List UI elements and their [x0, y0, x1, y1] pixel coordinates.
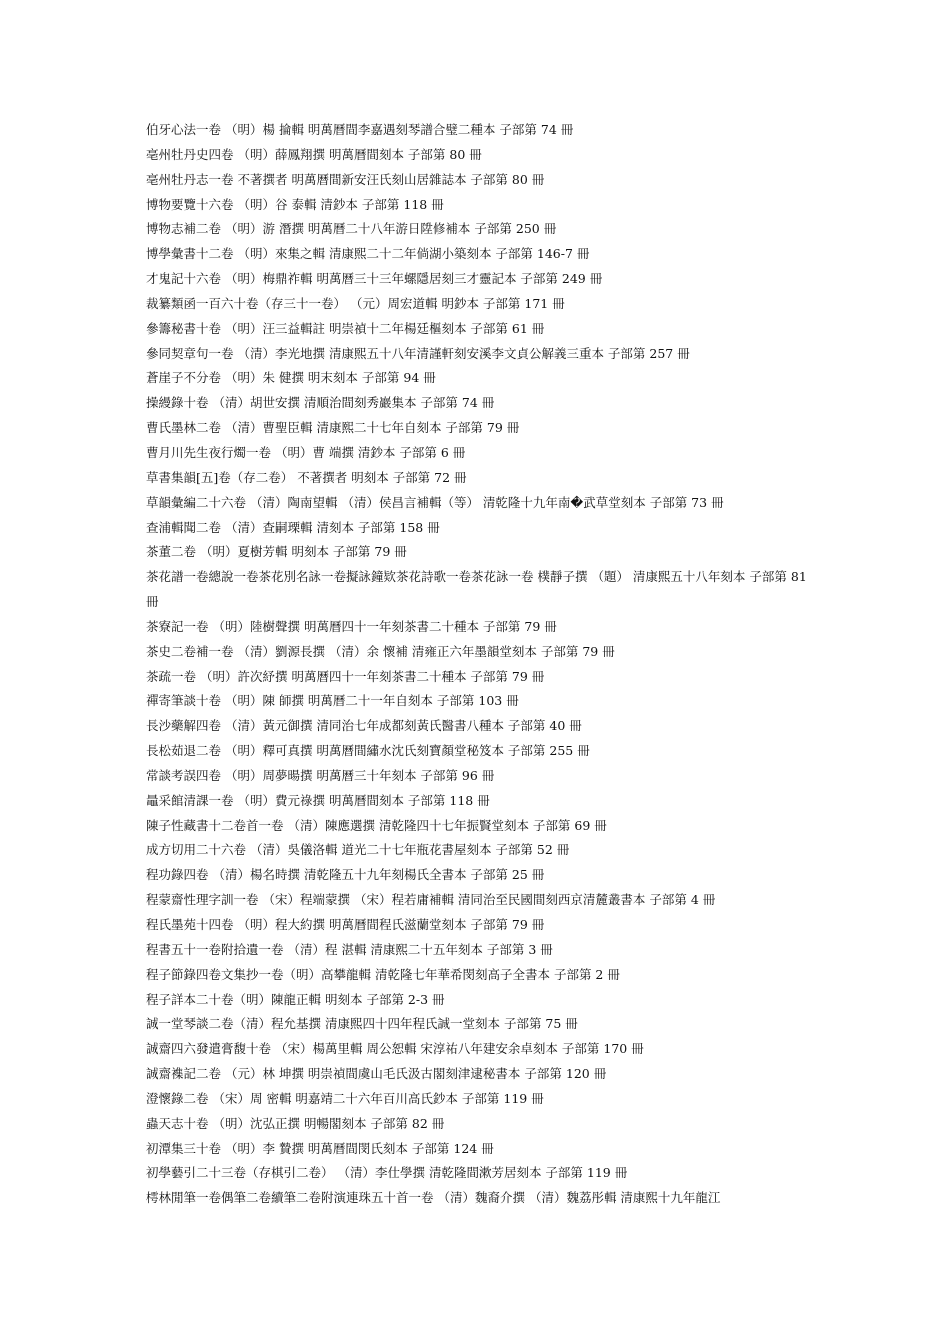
catalog-entry: 茶花譜一卷總說一卷茶花別名詠一卷擬詠鐘欵茶花詩歌一卷茶花詠一卷 樸靜子撰 （題） 清康熙五十八年刻本 子部第 81 冊 [146, 569, 807, 610]
catalog-entry: 誠齋四六發遣膏馥十卷 （宋）楊萬里輯 周公恕輯 宋淳祐八年建安余卓刻本 子部第 170 冊 [146, 1041, 644, 1057]
catalog-entry: 長沙藥解四卷 （清）黃元御撰 清同治七年成都刻黃氏醫書八種本 子部第 40 冊 [146, 718, 582, 734]
catalog-entry: 參同契章句一卷 （清）李光地撰 清康熙五十八年清謹軒刻安溪李文貞公解義三重本 子部第 257 冊 [146, 345, 690, 361]
catalog-entry: 才鬼記十六卷 （明）梅鼎祚輯 明萬曆三十三年螺隱居刻三才靈記本 子部第 249 冊 [146, 271, 603, 287]
catalog-entry-list [146, 118, 816, 1211]
catalog-entry: 誠一堂琴談二卷（清）程允基撰 清康熙四十四年程氏誠一堂刻本 子部第 75 冊 [146, 1016, 578, 1032]
catalog-entry: 茶董二卷 （明）夏樹芳輯 明刻本 子部第 79 冊 [146, 544, 407, 560]
catalog-entry: 程氏墨苑十四卷 （明）程大約撰 明萬曆間程氏滋蘭堂刻本 子部第 79 冊 [146, 917, 545, 932]
catalog-entry: 參籌秘書十卷 （明）汪三益輯註 明崇禎十二年楊廷樞刻本 子部第 61 冊 [146, 320, 545, 336]
catalog-entry: 樗林閒筆一卷偶筆二卷續筆二卷附演連珠五十首一卷 （清）魏裔介撰 （清）魏荔彤輯 清康熙十九年龍江 [146, 1190, 721, 1206]
catalog-entry: 常談考誤四卷 （明）周夢暘撰 明萬曆三十年刻本 子部第 96 冊 [146, 767, 495, 783]
catalog-entry: 博物志補二卷 （明）游 潛撰 明萬曆二十八年游日陞修補本 子部第 250 冊 [146, 221, 557, 237]
catalog-entry: 曹月川先生夜行燭一卷 （明）曹 端撰 清鈔本 子部第 6 冊 [146, 444, 466, 460]
catalog-entry: 程子詳本二十卷（明）陳龍正輯 明刻本 子部第 2-3 冊 [146, 991, 445, 1007]
catalog-entry: 草書集韻[五]卷（存二卷） 不著撰者 明刻本 子部第 72 冊 [146, 469, 467, 485]
catalog-entry: 茶疏一卷 （明）許次紓撰 明萬曆四十一年刻茶書二十種本 子部第 79 冊 [146, 668, 545, 684]
catalog-entry: 博物要覽十六卷 （明）谷 泰輯 清鈔本 子部第 118 冊 [146, 196, 444, 212]
catalog-entry: 澄懷錄二卷 （宋）周 密輯 明嘉靖二十六年百川高氏鈔本 子部第 119 冊 [146, 1090, 544, 1106]
catalog-entry: 程子節錄四卷文集抄一卷（明）高攀龍輯 清乾隆七年華希閔刻高子全書本 子部第 2 冊 [146, 966, 620, 982]
catalog-entry: 鼂采館清課一卷 （明）費元祿撰 明萬曆間刻本 子部第 118 冊 [146, 792, 490, 808]
catalog-entry: 操縵錄十卷 （清）胡世安撰 清順治間刻秀巖集本 子部第 74 冊 [146, 395, 495, 411]
catalog-entry: 亳州牡丹史四卷 （明）薛鳳翔撰 明萬曆間刻本 子部第 80 冊 [146, 146, 482, 162]
catalog-entry: 長松茹退二卷 （明）釋可真撰 明萬曆間繡水沈氏刻寶顏堂秘笈本 子部第 255 冊 [146, 743, 590, 759]
catalog-entry: 程蒙齋性理字訓一卷 （宋）程端蒙撰 （宋）程若庸補輯 清同治至民國間刻西京清麓叢書本 子部第 4 冊 [146, 892, 716, 908]
catalog-entry: 查浦輯聞二卷 （清）查嗣瑮輯 清刻本 子部第 158 冊 [146, 519, 440, 535]
catalog-entry: 陳子性藏書十二卷首一卷 （清）陳應選撰 清乾隆四十七年振賢堂刻本 子部第 69 冊 [146, 817, 607, 833]
catalog-entry: 初潭集三十卷 （明）李 贄撰 明萬曆間閔氏刻本 子部第 124 冊 [146, 1140, 494, 1156]
catalog-entry: 曹氏墨林二卷 （清）曹聖臣輯 清康熙二十七年自刻本 子部第 79 冊 [146, 420, 520, 436]
catalog-entry: 程書五十一卷附拾遺一卷 （清）程 湛輯 清康熙二十五年刻本 子部第 3 冊 [146, 941, 553, 957]
catalog-entry: 蒼崖子不分卷 （明）朱 健撰 明末刻本 子部第 94 冊 [146, 370, 436, 386]
catalog-entry: 草韻彙編二十六卷 （清）陶南望輯 （清）侯昌言補輯（等） 清乾隆十九年南�武草堂刻本 子部第 73 冊 [146, 494, 724, 510]
catalog-entry: 程功錄四卷 （清）楊名時撰 清乾隆五十九年刻楊氏全書本 子部第 25 冊 [146, 867, 545, 883]
catalog-entry: 禪寄筆談十卷 （明）陳 師撰 明萬曆二十一年自刻本 子部第 103 冊 [146, 693, 519, 709]
catalog-entry: 亳州牡丹志一卷 不著撰者 明萬曆間新安汪氏刻山居雜誌本 子部第 80 冊 [146, 171, 545, 187]
catalog-entry: 裁纂類函一百六十卷（存三十一卷） （元）周宏道輯 明鈔本 子部第 171 冊 [146, 295, 565, 311]
catalog-entry: 初學藝引二十三卷（存棋引二卷） （清）李仕學撰 清乾隆間漱芳居刻本 子部第 119 冊 [146, 1165, 628, 1181]
catalog-entry: 誠齋襍記二卷 （元）林 坤撰 明崇禎間虞山毛氏汲古閣刻津逮秘書本 子部第 120 冊 [146, 1066, 607, 1082]
catalog-entry: 茶寮記一卷 （明）陸樹聲撰 明萬曆四十一年刻茶書二十種本 子部第 79 冊 [146, 618, 557, 634]
catalog-entry: 蟲天志十卷 （明）沈弘正撰 明暢閣刻本 子部第 82 冊 [146, 1115, 445, 1131]
catalog-entry: 伯牙心法一卷 （明）楊 掄輯 明萬曆間李嘉遇刻琴譜合璧二種本 子部第 74 冊 [146, 122, 574, 137]
catalog-entry: 博學彙書十二卷 （明）來集之輯 清康熙二十二年倘湖小築刻本 子部第 146-7 冊 [146, 246, 590, 262]
catalog-entry: 成方切用二十六卷 （清）吳儀洛輯 道光二十七年瓶花書屋刻本 子部第 52 冊 [146, 842, 570, 858]
catalog-entry: 茶史二卷補一卷 （清）劉源長撰 （清）余 懷補 清雍正六年墨韻堂刻本 子部第 79 冊 [146, 643, 615, 659]
